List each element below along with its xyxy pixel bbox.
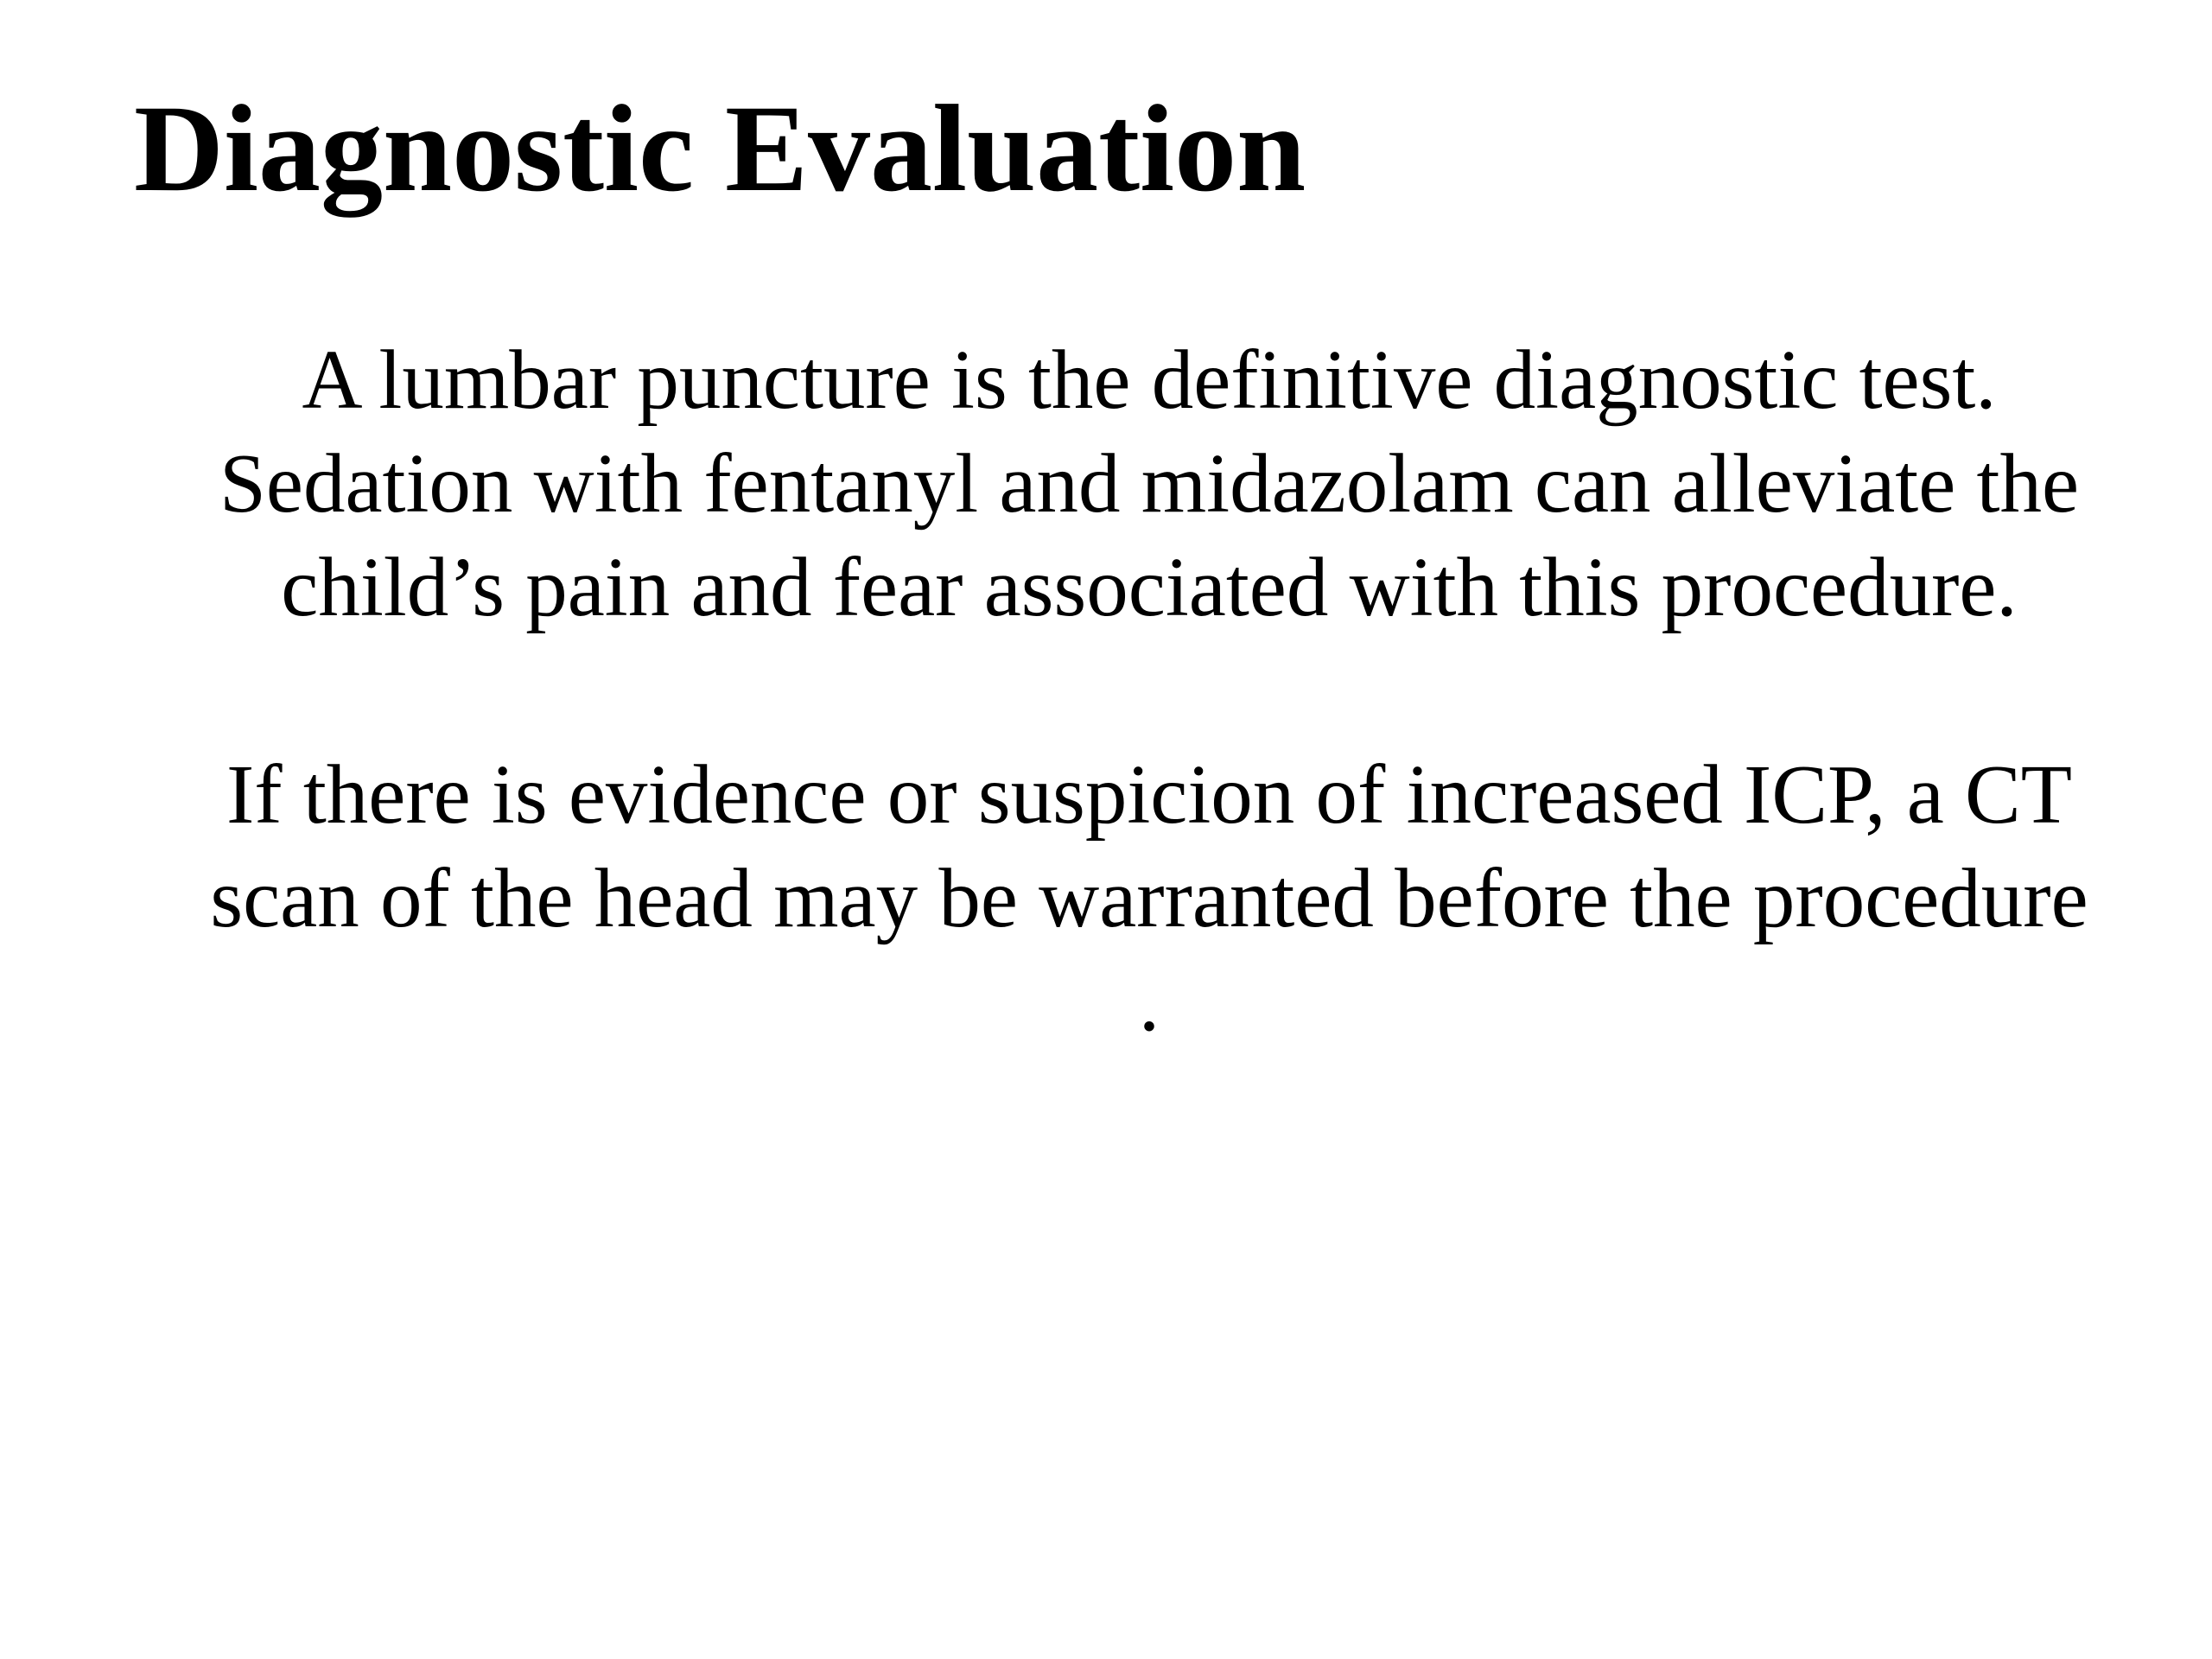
paragraph-spacer (138, 639, 2160, 743)
body-line: If there is evidence or suspicion of increased ICP, a CT (226, 748, 2073, 841)
body-line: . (1138, 956, 1160, 1048)
paragraph-icp-ct-scan (138, 743, 2160, 1054)
body-line: scan of the head may be warranted before the procedure (210, 852, 2088, 944)
body-line: Sedation with fentanyl and midazolam can alleviate the (219, 437, 2080, 530)
paragraph-lumbar-puncture (138, 328, 2160, 639)
slide-title: Diagnostic Evaluation (134, 80, 1306, 218)
body-line: child’s pain and fear associated with this procedure. (281, 541, 2018, 633)
body-line: A lumbar puncture is the definitive diagnostic test. (302, 334, 1997, 426)
slide-body (138, 328, 2160, 1054)
